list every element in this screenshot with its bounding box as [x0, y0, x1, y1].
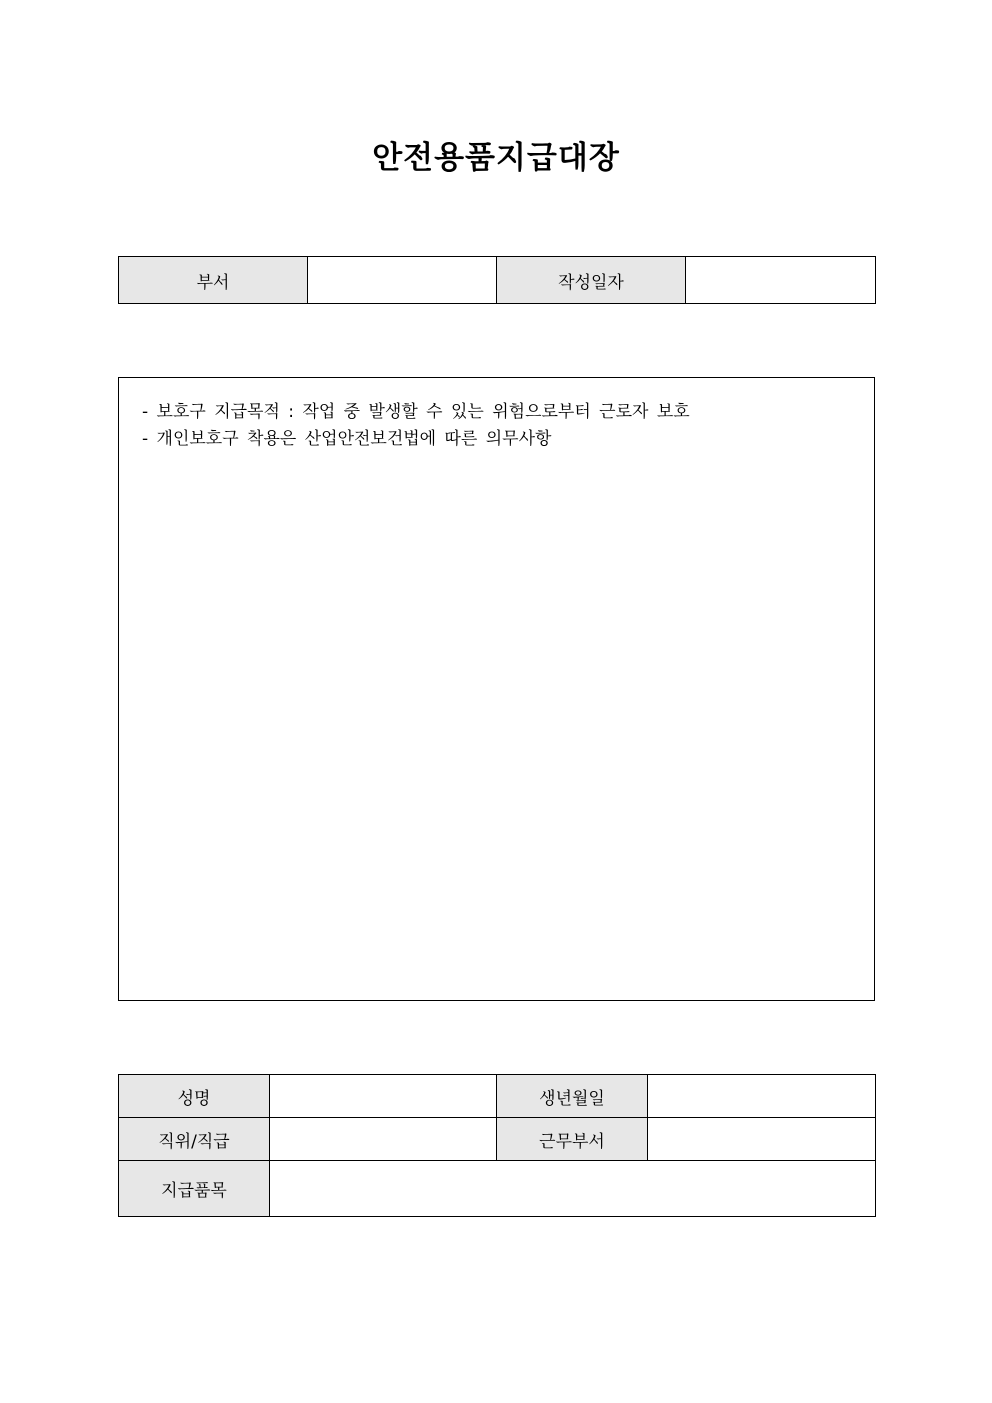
- page-title: 안전용품지급대장: [372, 140, 620, 176]
- department-field[interactable]: [308, 257, 497, 304]
- notes-line-purpose: - 보호구 지급목적 : 작업 중 발생할 수 있는 위험으로부터 근로자 보호: [142, 402, 690, 422]
- work-dept-field[interactable]: [648, 1118, 876, 1161]
- items-field[interactable]: [270, 1161, 876, 1217]
- work-dept-label: 근무부서: [497, 1118, 648, 1161]
- worker-info-row-position: [119, 1118, 876, 1161]
- notes-box: [118, 377, 875, 1001]
- date-label: 작성일자: [497, 257, 686, 304]
- position-label: 직위/직급: [119, 1118, 270, 1161]
- worker-info-table: [118, 1074, 876, 1217]
- header-info-table: [118, 256, 876, 304]
- header-info-row: [119, 257, 876, 304]
- birthdate-field[interactable]: [648, 1075, 876, 1118]
- name-label: 성명: [119, 1075, 270, 1118]
- worker-info-row-name: [119, 1075, 876, 1118]
- notes-line-obligation: - 개인보호구 착용은 산업안전보건법에 따른 의무사항: [142, 429, 552, 449]
- worker-info-row-items: [119, 1161, 876, 1217]
- birthdate-label: 생년월일: [497, 1075, 648, 1118]
- department-label: 부서: [119, 257, 308, 304]
- position-field[interactable]: [270, 1118, 497, 1161]
- date-field[interactable]: [686, 257, 876, 304]
- name-field[interactable]: [270, 1075, 497, 1118]
- items-label: 지급품목: [119, 1161, 270, 1217]
